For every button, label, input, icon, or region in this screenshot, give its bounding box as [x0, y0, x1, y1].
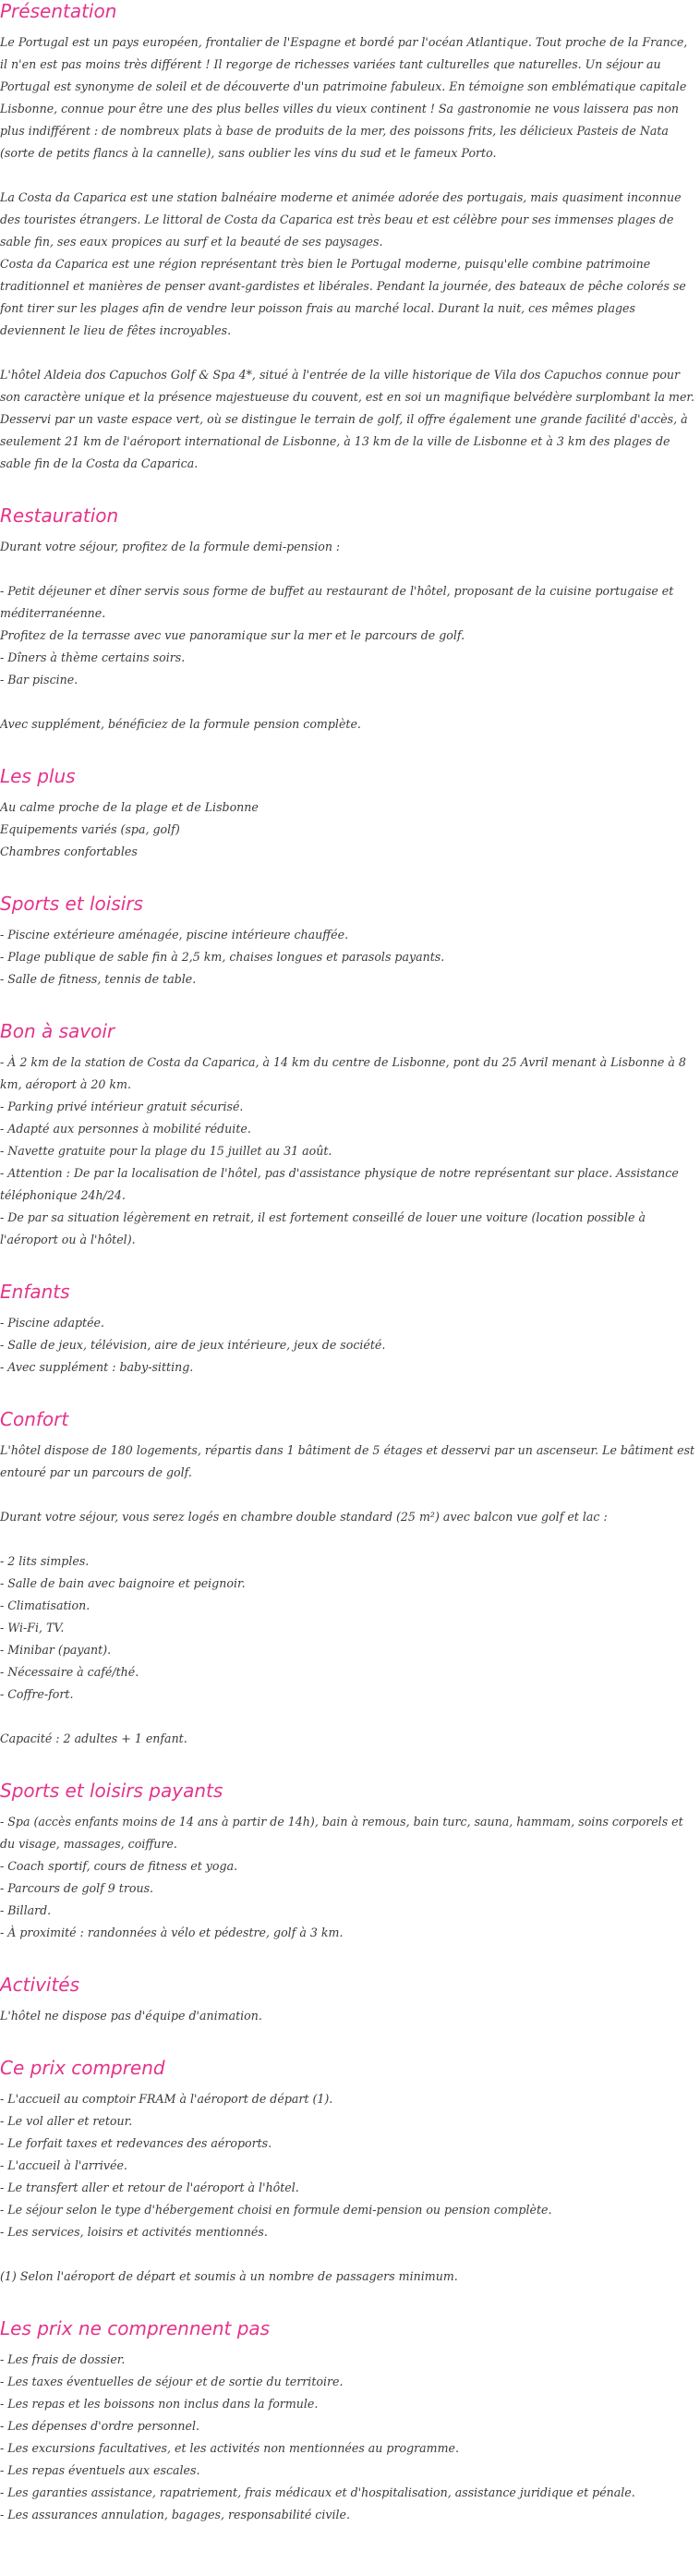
section-heading: Les plus — [0, 765, 76, 787]
section-body — [0, 1440, 699, 1750]
text-line: - Les excursions facultatives, et les activités non mentionnées au programme. — [0, 2441, 460, 2455]
blank-line — [0, 164, 696, 187]
text-line: - Coffre-fort. — [0, 1687, 74, 1701]
section-body — [0, 2349, 696, 2526]
text-line: Durant votre séjour, vous serez logés en chambre double standard (25 m²) avec balcon vue golf et lac : — [0, 1510, 608, 1524]
text-line: Durant votre séjour, profitez de la formule demi-pension : — [0, 540, 341, 553]
text-line: - Minibar (payant). — [0, 1643, 112, 1657]
text-line: - Les repas éventuels aux escales. — [0, 2463, 200, 2477]
text-line: Le Portugal est un pays européen, frontalier de l'Espagne et bordé par l'océan Atlantique. Tout proche de la France, il n'en est pas moins très différent ! Il regorge de richesses variées tant culturelles que naturelles. Un séjour au Portugal est synonyme de soleil et de découverte d'un patrimoine fabuleux. En témoigne son emblématique capitale Lisbonne, connue pour être une des plus belles villes du vieux continent ! Sa gastronomie ne vous laissera pas non plus indifférent : de nombreux plats à base de produits de la mer, des poissons frits, les délicieux Pasteis de Nata (sorte de petits flancs à la cannelle), sans oublier les vins du sud et le fameux Porto. — [0, 35, 692, 160]
text-line: - Parcours de golf 9 trous. — [0, 1881, 154, 1895]
section-activites — [0, 1968, 696, 2027]
blank-line — [0, 558, 696, 580]
text-line: L'hôtel ne dispose pas d'équipe d'animation. — [0, 2009, 262, 2023]
text-line: - Les services, loisirs et activités mentionnés. — [0, 2225, 268, 2239]
section-ce-prix-comprend — [0, 2051, 696, 2288]
section-enfants — [0, 1275, 696, 1379]
text-line: (1) Selon l'aéroport de départ et soumis à un nombre de passagers minimum. — [0, 2269, 458, 2283]
text-line: - Billard. — [0, 1903, 52, 1917]
text-line: - Adapté aux personnes à mobilité réduite. — [0, 1122, 251, 1136]
text-line: - Nécessaire à café/thé. — [0, 1665, 139, 1679]
text-line: - Le séjour selon le type d'hébergement choisi en formule demi-pension ou pension complète. — [0, 2203, 552, 2217]
blank-line — [0, 2243, 696, 2266]
section-body — [0, 2005, 696, 2027]
text-line: - Coach sportif, cours de fitness et yoga. — [0, 1859, 238, 1873]
text-line: - Les frais de dossier. — [0, 2352, 126, 2366]
blank-line — [0, 1484, 696, 1506]
text-line: - Piscine adaptée. — [0, 1316, 104, 1330]
text-line: - Climatisation. — [0, 1598, 91, 1612]
section-sports-et-loisirs-payants — [0, 1774, 696, 1944]
section-presentation — [0, 0, 699, 475]
text-line: - À 2 km de la station de Costa da Caparica, à 14 km du centre de Lisbonne, pont du 25 Avril menant à Lisbonne à 8 km, aéroport à 20 km. — [0, 1055, 690, 1091]
section-heading: Les prix ne comprennent pas — [0, 2317, 271, 2339]
blank-line — [0, 1528, 696, 1550]
text-line: L'hôtel dispose de 180 logements, répartis dans 1 bâtiment de 5 étages et desservi par un ascenseur. Le bâtiment est entouré par un parcours de golf. — [0, 1443, 699, 1479]
section-restauration — [0, 499, 696, 735]
text-line: - Le vol aller et retour. — [0, 2114, 133, 2128]
text-line: - Wi-Fi, TV. — [0, 1621, 65, 1634]
text-line: La Costa da Caparica est une station balnéaire moderne et animée adorée des portugais, mais quasiment inconnue des touristes étrangers. Le littoral de Costa da Caparica est très beau et est célèbre pour ses immenses plages de sable fin, ses eaux propices au surf et la beauté de ses paysages. — [0, 190, 685, 249]
section-body — [0, 536, 696, 735]
section-body — [0, 796, 696, 863]
text-line: - Les taxes éventuelles de séjour et de sortie du territoire. — [0, 2375, 344, 2388]
text-line: - Parking privé intérieur gratuit sécurisé. — [0, 1100, 244, 1113]
text-line: - Bar piscine. — [0, 673, 78, 687]
section-heading: Bon à savoir — [0, 1020, 115, 1042]
text-line: - Navette gratuite pour la plage du 15 juillet au 31 août. — [0, 1144, 332, 1158]
section-confort — [0, 1403, 699, 1750]
section-heading: Sports et loisirs payants — [0, 1780, 223, 1802]
text-line: Equipements variés (spa, golf) — [0, 822, 180, 836]
text-line: Costa da Caparica est une région représentant très bien le Portugal moderne, puisqu'elle combine patrimoine traditionnel et manières de penser avant-gardistes et libérales. Pendant la journée, des bateaux de pêche colorés se font tirer sur les plages afin de vendre leur poisson frais au marché local. Durant la nuit, ces mêmes plages deviennent le lieu de fêtes incroyables. — [0, 257, 690, 337]
section-body — [0, 924, 696, 990]
text-line: L'hôtel Aldeia dos Capuchos Golf & Spa 4*, situé à l'entrée de la ville historique de Vila dos Capuchos connue pour son caractère unique et la présence majestueuse du couvent, est en soi un magnifique belvédère surplombant la mer. Desservi par un vaste espace vert, où se distingue le terrain de golf, il offre également une grande facilité d'accès, à seulement 21 km de l'aéroport international de Lisbonne, à 13 km de la ville de Lisbonne et à 3 km des plages de sable fin de la Costa da Caparica. — [0, 368, 699, 470]
text-line: - Spa (accès enfants moins de 14 ans à partir de 14h), bain à remous, bain turc, sauna, hammam, soins corporels et du visage, massages, coiffure. — [0, 1815, 687, 1851]
section-heading: Activités — [0, 1974, 80, 1996]
section-body — [0, 1051, 696, 1251]
text-line: - Salle de jeux, télévision, aire de jeux intérieure, jeux de société. — [0, 1338, 386, 1352]
text-line: Avec supplément, bénéficiez de la formule pension complète. — [0, 717, 361, 731]
section-body — [0, 1811, 696, 1944]
text-line: Au calme proche de la plage et de Lisbonne — [0, 800, 259, 814]
text-line: Capacité : 2 adultes + 1 enfant. — [0, 1732, 187, 1745]
section-heading: Ce prix comprend — [0, 2057, 165, 2079]
text-line: - L'accueil au comptoir FRAM à l'aéroport de départ (1). — [0, 2092, 333, 2106]
text-line: - Salle de fitness, tennis de table. — [0, 972, 197, 986]
section-bon-a-savoir — [0, 1015, 696, 1251]
text-line: - Avec supplément : baby-sitting. — [0, 1360, 194, 1374]
text-line: Profitez de la terrasse avec vue panoramique sur la mer et le parcours de golf. — [0, 628, 465, 642]
section-body — [0, 2088, 696, 2288]
text-line: - Le forfait taxes et redevances des aéroports. — [0, 2136, 272, 2150]
section-heading: Confort — [0, 1408, 69, 1430]
text-line: - Piscine extérieure aménagée, piscine intérieure chauffée. — [0, 928, 349, 942]
text-line: - Les dépenses d'ordre personnel. — [0, 2419, 200, 2433]
text-line: Chambres confortables — [0, 844, 138, 858]
blank-line — [0, 691, 696, 713]
section-heading: Sports et loisirs — [0, 893, 143, 915]
text-line: - Salle de bain avec baignoire et peignoir. — [0, 1576, 246, 1590]
text-line: - L'accueil à l'arrivée. — [0, 2158, 127, 2172]
section-les-plus — [0, 759, 696, 863]
text-line: - Plage publique de sable fin à 2,5 km, chaises longues et parasols payants. — [0, 950, 445, 964]
text-line: - Les repas et les boissons non inclus dans la formule. — [0, 2397, 319, 2411]
section-body — [0, 31, 699, 475]
section-sports-et-loisirs — [0, 887, 696, 990]
section-heading: Enfants — [0, 1281, 70, 1303]
section-heading: Restauration — [0, 504, 119, 527]
section-les-prix-ne-comprennent-pas — [0, 2312, 696, 2526]
text-line: - Le transfert aller et retour de l'aéroport à l'hôtel. — [0, 2181, 299, 2194]
text-line: - Les garanties assistance, rapatriement, frais médicaux et d'hospitalisation, assistance juridique et pénale. — [0, 2485, 635, 2499]
blank-line — [0, 1706, 696, 1728]
blank-line — [0, 342, 696, 364]
text-line: - Dîners à thème certains soirs. — [0, 650, 186, 664]
section-heading: Présentation — [0, 0, 117, 22]
text-line: - De par sa situation légèrement en retrait, il est fortement conseillé de louer une voiture (location possible à l'aéroport ou à l'hôtel). — [0, 1210, 649, 1246]
section-body — [0, 1312, 696, 1379]
text-line: - Attention : De par la localisation de l'hôtel, pas d'assistance physique de notre représentant sur place. Assistance téléphonique 24h/24. — [0, 1166, 682, 1202]
text-line: - Les assurances annulation, bagages, responsabilité civile. — [0, 2508, 351, 2521]
text-line: - À proximité : randonnées à vélo et pédestre, golf à 3 km. — [0, 1926, 344, 1939]
text-line: - 2 lits simples. — [0, 1554, 90, 1568]
text-line: - Petit déjeuner et dîner servis sous forme de buffet au restaurant de l'hôtel, proposant de la cuisine portugaise et méditerranéenne. — [0, 584, 678, 620]
